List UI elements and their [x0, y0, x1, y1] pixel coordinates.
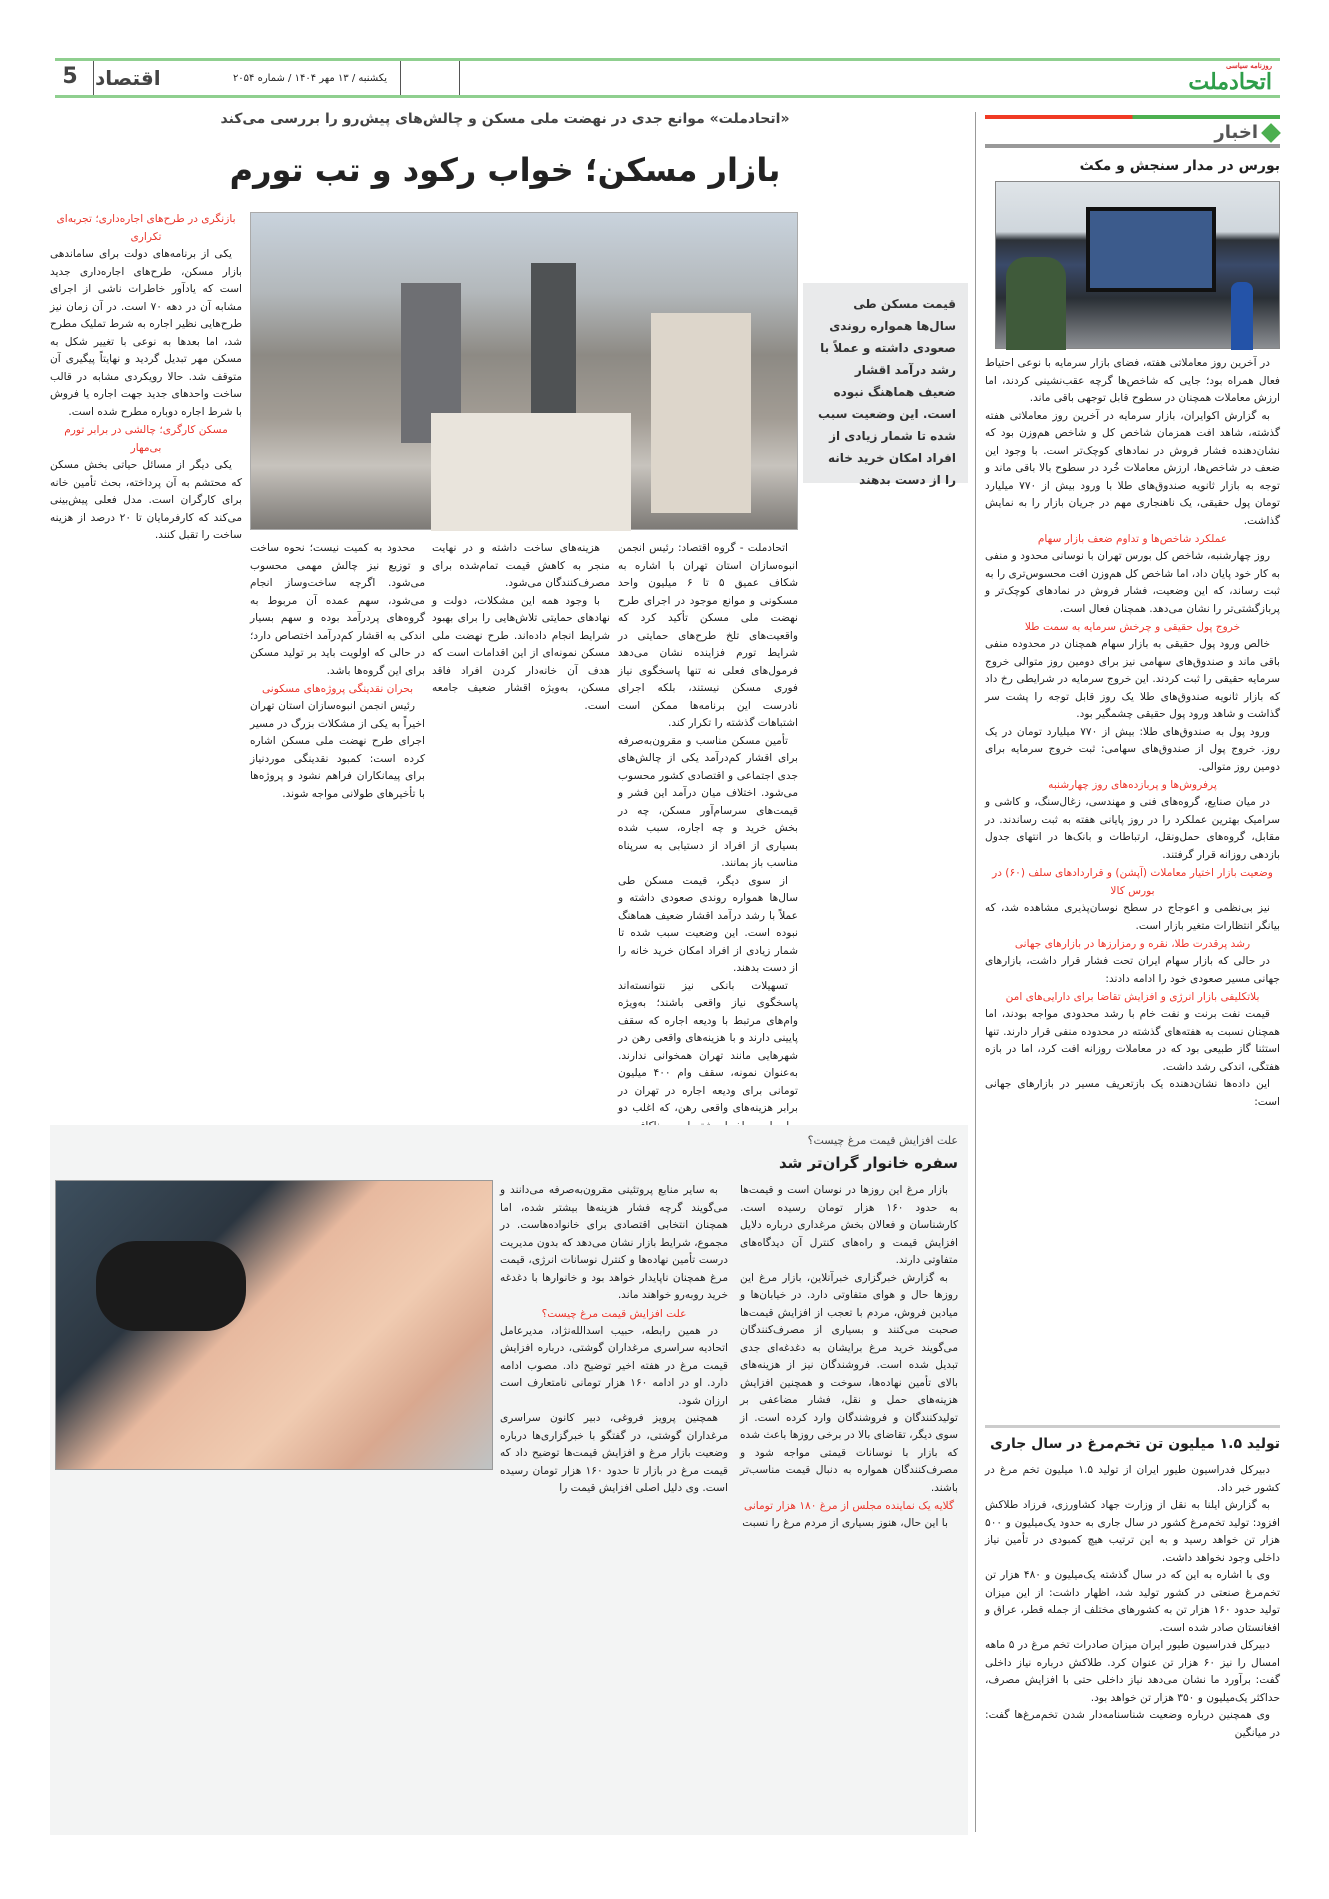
section-name: اقتصاد: [95, 66, 161, 90]
article-column: بازار مرغ این روزها در نوسان است و قیمت‌ها به حدود ۱۶۰ هزار تومان رسیده است. کارشناسان و فعالان بخش مرغداری درباره دلایل افزایش قیمت و راه‌های کنترل آن دیدگاه‌های متفاوتی دارند. به گزارش خبرگزاری خبرآنلاین، بازار مرغ این روزها حال و هوای متفاوتی دارد. در خیابان‌ها و میادین فروش، مردم با تعجب از افزایش قیمت‌ها صحبت می‌کنند و بسیاری از مصرف‌کنندگان می‌گویند خرید مرغ برایشان به دغدغه‌ای جدی تبدیل شده است. فروشندگان نیز از هزینه‌های بالای تأمین نهاده‌ها، سوخت و همچنین افزایش هزینه‌های حمل و نقل، فشار مضاعفی بر تولیدکنندگان و فروشندگان وارد کرده است. از سوی دیگر، تقاضای بالا در برخی روزها باعث شده که بازار با نوسانات قیمتی مواجه شود و مصرف‌کنندگان همواره به دنبال قیمت مناسب‌تر باشند. گلایه یک نماینده مجلس از مرغ ۱۸۰ هزار تومانی با این حال، هنوز بسیاری از مردم مرغ را نسبت: [740, 1184, 958, 1529]
diamond-icon: [1261, 123, 1281, 143]
article-column: هزینه‌های ساخت داشته و در نهایت منجر به کاهش قیمت تمام‌شده برای مصرف‌کنندگان می‌شود. با وجود همه این مشکلات، دولت و نهادهای حمایتی تلاش‌هایی را برای بهبود شرایط انجام داده‌اند. طرح نهضت ملی مسکن نمونه‌ای از این اقدامات است که هدف آن خانه‌دار کردن افراد فاقد مسکن، به‌ویژه اقشار ضعیف جامعه است.: [432, 542, 610, 712]
column-divider: [975, 112, 976, 1832]
article-column: اتحادملت - گروه اقتصاد: رئیس انجمن انبوه‌سازان استان تهران با اشاره به شکاف عمیق ۵ تا ۶ میلیون واحد مسکونی و موانع موجود در اجرای طرح نهضت ملی مسکن تأکید کرد که واقعیت‌های تلخ طرح‌های حمایتی در شرایط تورم فزاینده نشان می‌دهد فرمول‌های فعلی نه تنها پاسخگوی نیاز فوری مسکن نیستند، بلکه اجرای نادرست این برنامه‌ها ممکن است اشتباهات گذشته را تکرار کند. تأمین مسکن مناسب و مقرون‌به‌صرفه برای اقشار کم‌درآمد یکی از چالش‌های جدی اجتماعی و اقتصادی کشور محسوب می‌شود. اختلاف میان درآمد این قشر و قیمت‌های سرسام‌آور مسکن، چه در بخش خرید و چه اجاره، سبب شده بسیاری از افراد از دستیابی به سرپناه مناسب باز بمانند. از سوی دیگر، قیمت مسکن طی سال‌ها همواره روندی صعودی داشته و عملاً با رشد درآمد اقشار ضعیف هماهنگ نبوده است. این وضعیت سبب شده تا شمار زیادی از افراد امکان خرید خانه را از دست بدهند. تسهیلات بانکی نیز نتوانسته‌اند پاسخگوی نیاز واقعی باشند؛ به‌ویژه وام‌های مرتبط با ودیعه اجاره که سقف پایینی دارند و با هزینه‌های واقعی رهن در شهرهایی مانند تهران همخوانی ندارند. به‌عنوان نمونه، سقف وام ۴۰۰ میلیون تومانی برای ودیعه اجاره در تهران در برابر هزینه‌های واقعی رهن، که اغلب دو: [618, 542, 798, 1114]
stock-exchange-photo: [995, 181, 1280, 349]
article-column: محدود به کمیت نیست؛ نحوه ساخت و توزیع نیز چالش مهمی محسوب می‌شود. اگرچه ساخت‌وساز انجام می‌شود، سهم عمده آن مربوط به گروه‌های پردرآمد بوده و سهم بسیار اندکی به اقشار کم‌درآمد اختصاص دارد؛ در حالی که اولویت باید بر تولید مسکن برای این گروه‌ها باشد. بحران نقدینگی پروژه‌های مسکونی رئیس انجمن انبوه‌سازان استان تهران اخیراً به یکی از مشکلات بزرگ در مسیر اجرای طرح نهضت ملی مسکن اشاره کرده است: کمبود نقدینگی موردنیاز برای پیمانکاران فراهم نشود و پروژه‌ها با تأخیرهای طولانی مواجه شوند.: [250, 542, 425, 800]
article-kicker: علت افزایش قیمت مرغ چیست؟: [807, 1134, 958, 1147]
logo-text: اتحادملت: [1188, 69, 1272, 95]
article-kicker: «اتحادملت» موانع جدی در نهضت ملی مسکن و چالش‌های پیش‌رو را بررسی می‌کند: [220, 111, 790, 127]
article-column: بازنگری در طرح‌های اجاره‌داری؛ تجربه‌ای تکراری یکی از برنامه‌های دولت برای ساماندهی بازار مسکن، طرح‌های اجاره‌داری جدید است که یادآور خاطرات ناشی از اجرای مشابه آن در دهه ۷۰ است. در آن زمان نیز طرح‌هایی نظیر اجاره به شرط تملیک مطرح شد، اما بعدها به نوعی با تغییر شکل به مسکن مهر تبدیل گردید و نهایتاً پیگیری آن متوقف شد. حالا رویکردی مشابه در قالب ساخت واحدهای جدید جهت اجاره یا فروش با شرط اجاره دوباره مطرح شده است. مسکن کارگری؛ چالشی در برابر تورم بی‌مهار یکی دیگر از مسائل حیاتی بخش مسکن که محتشم به آن پرداخته، بحث تأمین خانه برای کارگران است. مدل فعلی پیش‌بینی می‌کند که کارفرمایان تا ۲۰ درصد از هزینه ساخت را تقبل کنند.: [50, 213, 242, 541]
article-headline: بازار مسکن؛ خواب رکود و تب تورم: [229, 151, 781, 189]
color-bar: [985, 115, 1280, 119]
pull-quote: قیمت مسکن طی سال‌ها همواره روندی صعودی داشته و عملاً با رشد درآمد اقشار ضعیف هماهنگ نبوده است. این وضعیت سبب شده تا شمار زیادی از افراد امکان خرید خانه را از دست بدهند: [803, 283, 968, 483]
news-label: اخبار: [985, 122, 1280, 148]
story-body: دبیرکل فدراسیون طیور ایران از تولید ۱.۵ میلیون تخم مرغ در کشور خبر داد. به گزارش ایلنا به نقل از وزارت جهاد کشاورزی، فرزاد طلاکش افزود: تولید تخم‌مرغ کشور در سال جاری به حدود یک‌میلیون و ۵۰۰ هزار تن خواهد رسید و به این ترتیب هیچ کمبودی در تأمین نیاز داخلی وجود نخواهد داشت. وی با اشاره به این که در سال گذشته یک‌میلیون و ۴۸۰ هزار تن تخم‌مرغ صنعتی در کشور تولید شد، اظهار داشت: از این میزان تولید حدود ۱۶۰ هزار تن به کشورهای مختلف از جمله قطر، عراق و افغانستان صادر شده است. دبیرکل فدراسیون طیور ایران میزان صادرات تخم مرغ در ۵ ماهه امسال را نیز ۶۰ هزار تن عنوان کرد. طلاکش درباره نیاز داخلی گفت: برآورد ما نشان می‌دهد نیاز داخلی حتی با افزایش مصرف، حداکثر یک‌میلیون و ۳۵۰ هزار تن خواهد بود. وی همچنین درباره وضعیت شناسنامه‌دار شدن تخم‌مرغ‌ها گفت: در میانگین: [985, 1464, 1280, 1739]
article-headline: سفره خانوار گران‌تر شد: [778, 1154, 958, 1172]
story-headline: بورس در مدار سنجش و مکث: [1079, 158, 1280, 174]
story-headline: تولید ۱.۵ میلیون تن تخم‌مرغ در سال جاری: [990, 1436, 1280, 1452]
issue-date: یکشنبه / ۱۳ مهر ۱۴۰۴ / شماره ۲۰۵۴: [232, 73, 388, 84]
tehran-city-photo: [250, 212, 798, 530]
masthead: [55, 58, 1280, 98]
newspaper-logo: [1188, 61, 1272, 95]
page-number: 5: [62, 64, 78, 89]
logo-tagline: روزنامه سیاسی: [1226, 61, 1272, 70]
article-column: [55, 1480, 493, 1830]
article-column: به سایر منابع پروتئینی مقرون‌به‌صرفه می‌دانند و می‌گویند گرچه فشار هزینه‌ها بیشتر شده، اما همچنان انتخابی اقتصادی برای خانواده‌هاست. در مجموع، شرایط بازار نشان می‌دهد که بدون مدیریت درست تأمین نهاده‌ها و کنترل نوسانات انرژی، قیمت مرغ همچنان ناپایدار خواهد بود و خانوارها با دغدغه خرید روبه‌رو خواهند ماند. علت افزایش قیمت مرغ چیست؟ در همین رابطه، حبیب اسدالله‌نژاد، مدیرعامل اتحادیه سراسری مرغداران گوشتی، درباره افزایش قیمت مرغ در هفته اخیر توضیح داد. مصوب ادامه دارد. او در ادامه ۱۶۰ هزار تومانی نامتعارف است ارزان شود. همچنین پرویز فروغی، دبیر کانون سراسری مرغداران گوشتی، در گفتگو با خبرگزاری‌ها درباره وضعیت بازار مرغ و افزایش قیمت‌ها توضیح داد که قیمت مرغ در بازار تا حدود ۱۶۰ هزار تومان رسیده است. وی دلیل اصلی افزایش قیمت را: [500, 1184, 728, 1494]
story-body: در آخرین روز معاملاتی هفته، فضای بازار سرمایه با نوعی احتیاط فعال همراه بود؛ جایی که شاخص‌ها گرچه عقب‌نشینی کردند، اما ارزش معاملات همچنان در سطوح قابل توجهی باقی ماند. به گزارش اکوایران، بازار سرمایه در آخرین روز معاملاتی هفته گذشته، شاهد افت همزمان شاخص کل و شاخص هم‌وزن بود که نشان‌دهنده فشار فروش در نمادهای کوچک‌تر است. با وجود این ضعف در شاخص‌ها، ارزش معاملات خُرد در سطوح بالا باقی ماند و توجه به بازار ثانویه صندوق‌های طلا با ورود بیش از ۷۷۰ میلیارد تومان پول حقیقی، یک ناهنجاری مهم در جریان بازار را به نمایش گذاشت. عملکرد شاخص‌ها و تداوم ضعف بازار سهام روز چهارشنبه، شاخص کل بورس تهران با نوسانی محدود و منفی به کار خود پایان داد، اما شاخص کل هم‌وزن افت محسوس‌تری را به ثبت رساند، که این وضعیت، فشار فروش در نمادهای کوچک‌تر و پربازگشتی‌تر را نشان می‌دهد. همچنان فعال است. خروج پول حقیقی و چرخش سرمایه به سمت طلا خالص ورود پول حقیقی به بازار سهام همچنان در محدوده منفی باقی ماند و صندوق‌های سهامی نیز برای دومین روز متوالی خروج سرمایه حقیقی را ثبت کردند. این خروج سرمایه در شرایطی رخ داد که بازار ثانویه صندوق‌های طلا یک روز قابل توجه را پشت سر گذاشت و شاهد ورود پول حقیقی چشمگیر بود. ورود پول به صندوق‌های طلا: بیش از ۷۷۰ میلیارد تومان در یک روز. خروج پول از صندوق‌های سهامی: ثبت خروج سرمایه برای دومین روز متوالی. پرفروش‌ها و پربازده‌های روز چهارشنبه در میان صنایع، گروه‌های فنی و مهندسی، زغال‌سنگ، و کاشی و سرامیک بهترین عملکرد را در روز پایانی هفته به ثبت رساندند. در مقابل، گروه‌های حمل‌ونقل، ارتباطات و بانک‌ها در انتهای جدول بازدهی روزانه قرار گرفتند. وضعیت بازار اختیار معاملات (آپشن) و قراردادهای سلف (۶۰) در بورس کالا نیز بی‌نظمی و اعوجاج در سطح نوسان‌پذیری مشاهده شد، که بیانگر انتظارات متغیر بازار است. رشد پرقدرت طلا، نقره و رمزارزها در بازارهای جهانی در حالی که بازار سهام ایران تحت فشار قرار داشت، بازارهای جهانی مسیر صعودی خود را ادامه دادند: بلاتکلیفی بازار انرژی و افزایش تقاضا برای دارایی‌های امن قیمت نفت برنت و نفت خام با رشد محدودی مواجه بودند، اما همچنان نسبت به هفته‌های گذشته در محدوده منفی قرار دارند. تنها استثنا گاز طبیعی بود که در معاملات روزانه افت کرد، اما در بازه هفتگی، اندکی رشد داشت. این داده‌ها نشان‌دهنده یک بازتعریف مسیر در بازارهای جهانی است:: [985, 357, 1280, 1108]
chicken-photo: [55, 1180, 493, 1470]
